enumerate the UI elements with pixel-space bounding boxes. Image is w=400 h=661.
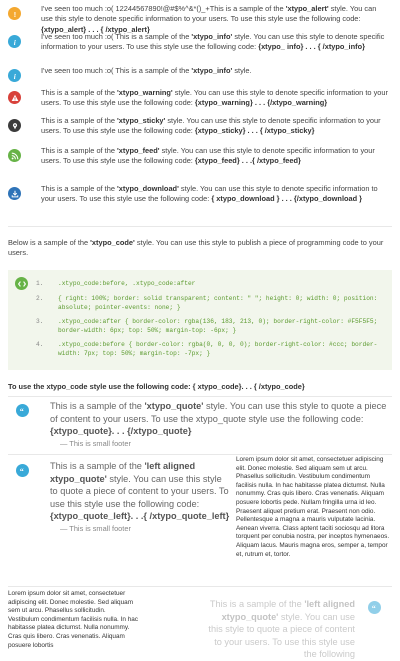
download-icon	[8, 187, 21, 200]
divider	[8, 454, 392, 455]
rss-icon	[8, 149, 21, 162]
warning-icon	[8, 7, 21, 20]
svg-text:“: “	[371, 603, 376, 613]
quote-footer: — This is small footer	[60, 438, 131, 448]
divider	[8, 396, 392, 397]
code-usage: To use the xtypo_code style use the following code: { xtypo_code}. . . { /xtypo_code}	[8, 382, 305, 391]
line-number: 3.	[36, 318, 44, 325]
alert-text: This is a sample of the 'xtypo_warning' style. You can use this style to denote specific information to your users. To use this style use the following code: {xtypo_warning} . . . {/xtypo_warning}	[41, 88, 388, 108]
divider	[8, 226, 392, 227]
line-number: 2.	[36, 295, 44, 302]
quote-icon	[368, 601, 381, 614]
code-text: .xtypo_code:before, .xtypo_code:after	[58, 280, 196, 287]
svg-text:“: “	[19, 466, 24, 476]
info-icon	[8, 69, 21, 82]
quote-text: This is a sample of the 'left aligned xtypo_quote' style. You can use this style to quote a piece of content to your users. To use this style use the following code: {xtypo_quote_left}. . .{ /xtypo_quote_left} — This is small footer	[50, 460, 230, 535]
alert-text: I've seen too much :o( 12244567890!@#$%^&*()_+This is a sample of the 'xtypo_alert' style. You can use this style to denote specific information to your users. To use this style use the following code: {xtypo_alert} . . . { /xtypo_alert}	[41, 4, 377, 34]
alert-text: This is a sample of the 'xtypo_feed' style. You can use this style to denote specific information to your users. To use this style use the following code: {xtypo_feed} . . .{ /xtypo_feed}	[41, 146, 375, 166]
line-number: 4.	[36, 341, 44, 348]
svg-text:i: i	[13, 72, 16, 81]
code-intro-text: Below is a sample of the	[8, 238, 91, 247]
quote-footer: — This is small footer	[60, 523, 131, 533]
svg-text:!: !	[13, 9, 16, 19]
alert-text: This is a sample of the 'xtypo_sticky' style. You can use this style to denote specific information to your users. To use this style use the following code: {xtypo_sticky} . . . { /xtypo_sticky}	[41, 116, 381, 136]
triangle-warning-icon	[8, 91, 21, 104]
alert-text: This is a sample of the 'xtypo_download' style. You can use this style to denote specific information to your users. To use this style use the following code: { xtypo_download } . . . {/xtypo_download }	[41, 184, 378, 204]
code-text: { right: 100%; border: solid transparent; content: " "; height: 0; width: 0; position: absolute; pointer-events: none; }	[58, 295, 378, 312]
line-number: 1.	[36, 280, 44, 287]
code-text: .xtypo_code:after { border-color: rgba(136, 183, 213, 0); border-right-color: #F5F5F5; border-width: 6px; top: 50%; margin-top: -6px; }	[58, 318, 378, 335]
alert-list	[8, 4, 392, 232]
quote-right-aligned: This is a sample of the 'left aligned xtypo_quote' style. You can use this style to quote a piece of content to your users. To use this style use the following	[208, 599, 355, 659]
code-text: .xtypo_code:before { border-color: rgba(0, 0, 0, 0); border-right-color: #ccc; border-width: 7px; top: 50%; margin-top: -7px; }	[58, 341, 378, 358]
code-intro-rest: style. You can use this style to publish a piece of programming code to your users.	[8, 238, 384, 258]
alert-text: I've seen too much :o( This is a sample of the 'xtypo_info' style.	[41, 66, 252, 75]
code-intro-style-name: 'xtypo_code'	[90, 238, 135, 247]
float-spacer	[8, 456, 236, 569]
alert-text: I've seen too much :o( This is a sample of the 'xtypo_info' style. You can use this style to denote specific information to your users. To use this style use the following code: {xtypo_ info} . . . { /xtypo_info}	[41, 32, 385, 52]
quote-block	[8, 400, 392, 448]
quote-icon	[16, 404, 29, 417]
code-intro	[8, 238, 392, 259]
code-icon	[15, 277, 28, 290]
lorem-paragraph-left: Lorem ipsum dolor sit amet, consectetuer adipiscing elit. Donec molestie. Sed aliquam sem ut arcu. Phasellus sollicitudin. Vestibulum condimentum facilisis nulla. In hac habitasse platea dictumst. Nulla nonummy. Cras quis libero. Cras venenatis. Aliquam posuere lobortis	[8, 590, 139, 649]
info-icon	[8, 35, 21, 48]
svg-text:“: “	[19, 406, 24, 416]
lorem-paragraph-right: Lorem ipsum dolor sit amet, consectetuer adipiscing elit. Donec molestie. Sed aliquam sem ut arcu. Phasellus sollicitudin. Vestibulum condimentum facilisis nulla. In hac habitasse platea dictumst. Nulla nonummy. Cras quis libero. Cras venenatis. Aliquam posuere lobortis pede. Nullam fringilla urna id leo. Praesent aliquet pretium erat. Praesent non odio. Pellentesque a magna a mauris vulputate lacinia. Aenean viverra. Class aptent taciti sociosqu ad litora torquent per conubia nostra, per inceptos hymenaeos. Aliquam lacus. Mauris magna eros, semper a, tempor et, rutrum et, tortor.	[8, 456, 392, 582]
divider	[8, 586, 392, 587]
svg-text:i: i	[13, 38, 16, 47]
code-block	[8, 270, 392, 370]
pin-icon	[8, 119, 21, 132]
quote-text: This is a sample of the 'xtypo_quote' style. You can use this style to quote a piece of content to your users. To use the xtypo_quote style use the following code: {xtypo_quote}. . . {/xtypo_quote} — This is small footer	[50, 400, 388, 450]
